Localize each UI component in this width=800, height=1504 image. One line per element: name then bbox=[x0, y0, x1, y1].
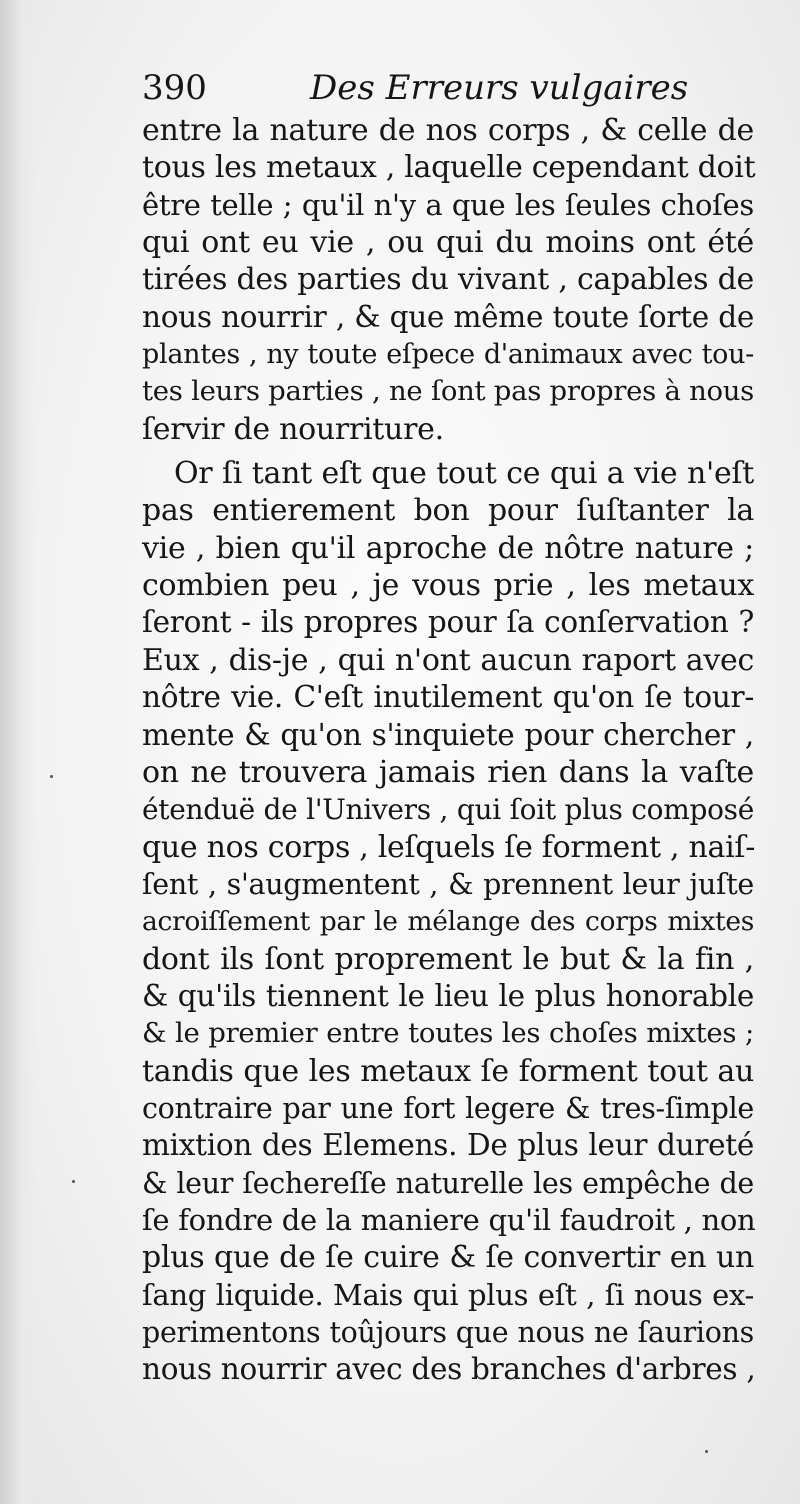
text-line: & le premier entre toutes les choſes mixtes ; bbox=[142, 1017, 754, 1050]
text-line: étenduë de l'Univers , qui ſoit plus composé bbox=[142, 793, 754, 827]
text-line: dont ils ſont proprement le but & la fin , bbox=[142, 941, 754, 977]
text-line: perimentons toûjours que nous ne ſaurions bbox=[142, 1316, 754, 1349]
text-line: ſang liquide. Mais qui plus eſt , ſi nous ex- bbox=[142, 1277, 754, 1312]
text-line: mente & qu'on s'inquiete pour chercher , bbox=[142, 717, 754, 752]
text-line: entre la nature de nos corps , & celle de bbox=[142, 113, 754, 148]
text-line: plus que de ſe cuire & ſe convertir en un bbox=[142, 1240, 754, 1276]
text-line: que nos corps , leſquels ſe forment , naiſ- bbox=[142, 829, 756, 865]
body-text bbox=[142, 112, 754, 1389]
text-line: ſe fondre de la maniere qu'il faudroit , non bbox=[142, 1202, 756, 1237]
text-line: tes leurs parties , ne ſont pas propres à nous bbox=[142, 375, 754, 408]
text-line: pas entierement bon pour ſuſtanter la bbox=[142, 493, 754, 529]
running-title: Des Erreurs vulgaires bbox=[310, 68, 689, 108]
text-line: mixtion des Elemens. De plus leur dureté bbox=[142, 1128, 754, 1163]
text-line: & leur ſechereſſe naturelle les empêche de bbox=[142, 1166, 754, 1200]
text-line: tous les metaux , laquelle cependant doit bbox=[142, 150, 756, 186]
text-line: ſent , s'augmentent , & prennent leur juſte bbox=[142, 867, 754, 901]
page-header bbox=[142, 66, 762, 110]
text-line: ſeront - ils propres pour ſa conſervation ? bbox=[142, 605, 754, 640]
page-number: 390 bbox=[142, 68, 207, 108]
text-line: nôtre vie. C'eſt inutilement qu'on ſe tour- bbox=[142, 680, 754, 715]
text-line: Eux , dis-je , qui n'ont aucun raport avec bbox=[142, 642, 754, 678]
text-line: tirées des parties du vivant , capables de bbox=[142, 262, 754, 298]
text-line: acroiſſement par le mélange des corps mixtes bbox=[142, 906, 754, 938]
text-line: vie , bien qu'il aproche de nôtre nature ; bbox=[142, 530, 754, 566]
text-line: être telle ; qu'il n'y a que les ſeules choſes bbox=[142, 187, 754, 222]
paper-speck bbox=[705, 1450, 708, 1453]
text-line: nous nourrir avec des branches d'arbres , bbox=[142, 1352, 756, 1387]
text-line: on ne trouvera jamais rien dans la vaſte bbox=[142, 754, 754, 790]
text-line: combien peu , je vous prie , les metaux bbox=[142, 568, 754, 604]
paper-speck bbox=[72, 1180, 75, 1183]
text-line: qui ont eu vie , ou qui du moins ont été bbox=[142, 225, 754, 261]
text-line: tandis que les metaux ſe forment tout au bbox=[142, 1053, 754, 1089]
page-gutter-shadow bbox=[0, 0, 36, 1504]
text-line: nous nourrir , & que même toute ſorte de bbox=[142, 299, 754, 334]
paper-speck bbox=[50, 775, 53, 778]
text-line: & qu'ils tiennent le lieu le plus honorable bbox=[142, 978, 754, 1013]
text-line: plantes , ny toute eſpece d'animaux avec tou- bbox=[142, 339, 754, 371]
text-line: contraire par une fort legere & tres-ſimple bbox=[142, 1091, 754, 1125]
text-line: ſervir de nourriture. bbox=[142, 411, 444, 447]
paragraph-first-line: Or ſi tant eſt que tout ce qui a vie n'eſt bbox=[174, 456, 754, 492]
